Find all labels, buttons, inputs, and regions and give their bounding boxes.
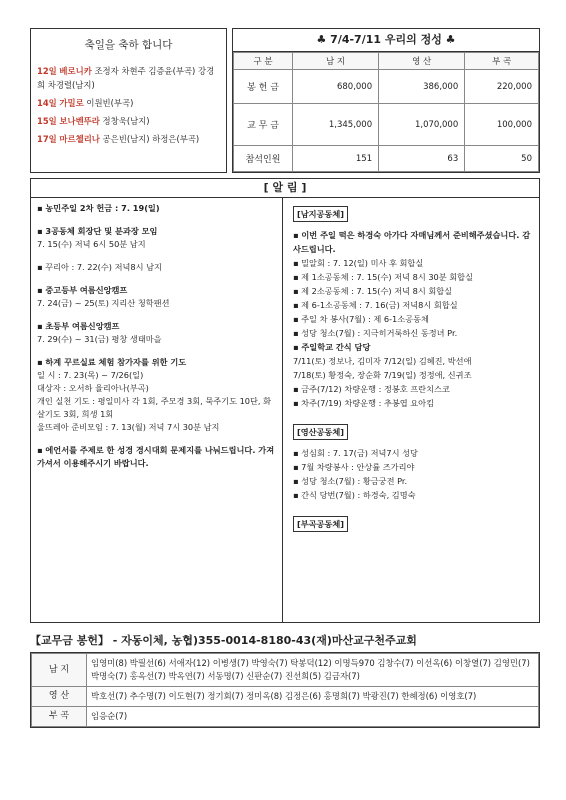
notice-item: ▪ 주일 차 봉사(7월) : 제 6-1소공동체 (293, 314, 429, 324)
notice-board (30, 178, 540, 623)
donor-table (31, 653, 539, 727)
notice-item: ▪ 차주(7/19) 차량운행 : 추봉엽 요아킴 (293, 398, 435, 408)
notice-left-column: ▪ 농민주일 2차 헌금 : 7. 19(일) ▪ 3공동체 회장단 및 분과장 모임 7. 15(수) 저녁 6시 50분 남지 ▪ 꾸리아 : 7. 22(수) 저녁8시 남지 ▪ 중고등부 여름신앙캠프 7. 24(금) ~ 25(토) 지리산 청학팬션 ▪ 초등부 여름신앙캠프 7. 29(수) ~ 31(금) 평창 생태마을 ▪ 하계 꾸르실료 체험 참가자를 위한 기도 일 시 : 7. 23(목) ~ 7/26(일) 대상자 : 오서하 율리아나(부곡) 개인 실천 기도 : 평일미사 각 1회, 주모경 3회, 묵주기도 10단, 화살기도 3회, 희생 1회 울뜨레아 준비모임 : 7. 13(월) 저녁 7시 30분 남지 ▪ 에언서를 주제로 한 성경 경시대회 문제지를 나눠드립니다. 가져가셔서 이용해주시기 바랍니다. (31, 198, 283, 622)
donor-title: 【교무금 봉헌】 - 자동이체, 농협)355-0014-8180-43(재)마산교구천주교회 (30, 634, 417, 647)
notice-item: ▪ 성당 청소(7월) : 황금궁전 Pr. (293, 476, 408, 486)
notice-item: ▪ 밀알회 : 7. 12(일) 미사 후 회합실 (293, 258, 424, 268)
offering-table (233, 52, 539, 172)
notice-item: ▪ 제 2소공동체 : 7. 15(수) 저녁 8시 회합실 (293, 286, 453, 296)
table-row: 영 산 박호선(7) 추수명(7) 이도현(7) 정기회(7) 정미옥(8) 김정은(6) 홍명희(7) 박광진(7) 한혜정(6) 이영호(7) (32, 687, 539, 707)
notice-item: ▪ 7월 차량봉사 : 안상률 즈가리야 (293, 462, 415, 472)
notice-item: ▪ 3공동체 회장단 및 분과장 모임 (37, 226, 158, 236)
feast-day-title: 축일을 축하 합니다 (84, 39, 173, 51)
feast-row: 17일 마르첼리나 공은빈(남지) 하정은(부곡) (37, 134, 200, 144)
section-label: [남지공동체] (293, 206, 348, 222)
notice-item: ▪ 중고등부 여름신앙캠프 (37, 285, 128, 295)
table-row: 부 곡 임응순(7) (32, 707, 539, 727)
feast-row: 15일 보나벤뚜라 정창욱(남지) (37, 116, 150, 126)
offering-title: ♣ 7/4-7/11 우리의 정성 ♣ (233, 29, 539, 52)
notice-heading: [ 알 림 ] (31, 179, 539, 198)
notice-item: ▪ 금주(7/12) 차량운행 : 정봉호 프란치스코 (293, 384, 450, 394)
notice-item: ▪ 에언서를 주제로 한 성경 경시대회 문제지를 나눠드립니다. 가져가셔서 이용해주시기 바랍니다. (37, 445, 275, 468)
notice-item: ▪ 초등부 여름신앙캠프 (37, 321, 120, 331)
notice-item: ▪ 성심회 : 7. 17(금) 저녁7시 성당 (293, 448, 418, 458)
table-row: 교 무 금 1,345,000 1,070,000 100,000 (234, 104, 539, 146)
notice-item: ▪ 성당 청소(7월) : 지극히거룩하신 동정녀 Pr. (293, 328, 458, 338)
section-label: [영산공동체] (293, 424, 348, 440)
notice-item: ▪ 제 6-1소공동체 : 7. 16(금) 저녁8시 회합실 (293, 300, 458, 310)
table-row: 참석인원 151 63 50 (234, 146, 539, 172)
table-row: 남 지 임영미(8) 박필선(6) 서애자(12) 이병생(7) 박영숙(7) 탁봉덕(12) 이명득970 김창수(7) 이선옥(6) 이창열(7) 김영민(7) 박명숙(7) 홍옥선(7) 박옥연(7) 서동명(7) 신판순(7) 진선희(5) 김금자(7) (32, 654, 539, 687)
table-header-row: 구 분 남 지 영 산 부 곡 (234, 53, 539, 70)
notice-item: ▪ 제 1소공동체 : 7. 15(수) 저녁 8시 30분 회합실 (293, 272, 474, 282)
table-row: 봉 헌 금 680,000 386,000 220,000 (234, 70, 539, 104)
notice-item: ▪ 이번 주일 떡은 하경숙 아가다 자매님께서 준비해주셨습니다. 감사드립니다. (293, 230, 531, 254)
notice-item: ▪ 주일학교 간식 담당 (293, 342, 371, 352)
notice-item: ▪ 하계 꾸르실료 체험 참가자를 위한 기도 (37, 357, 187, 367)
feast-day-box (30, 28, 227, 173)
donor-table-box (30, 652, 540, 728)
offering-summary (232, 28, 540, 173)
notice-right-column: [남지공동체] ▪ 이번 주일 떡은 하경숙 아가다 자매님께서 준비해주셨습니다. 감사드립니다. ▪ 밀알회 : 7. 12(일) 미사 후 회합실 ▪ 제 1소공동체 : 7. 15(수) 저녁 8시 30분 회합실 ▪ 제 2소공동체 : 7. 15(수) 저녁 8시 회합실 ▪ 제 6-1소공동체 : 7. 16(금) 저녁8시 회합실 ▪ 주일 차 봉사(7월) : 제 6-1소공동체 ▪ 성당 청소(7월) : 지극히거룩하신 동정녀 Pr. ▪ 주일학교 간식 담당 7/11(토) 정보나, 김미자 7/12(일) 김혜진, 박선애 7/18(토) 황정숙, 장순화 7/19(일) 정정애, 신귀조 ▪ 금주(7/12) 차량운행 : 정봉호 프란치스코 ▪ 차주(7/19) 차량운행 : 추봉엽 요아킴 [영산공동체] ▪ 성심회 : 7. 17(금) 저녁7시 성당 ▪ 7월 차량봉사 : 안상률 즈가리야 ▪ 성당 청소(7월) : 황금궁전 Pr. ▪ 간식 당번(7월) : 하경숙, 김명숙 [부곡공동체] (287, 198, 539, 622)
notice-item: ▪ 꾸리아 : 7. 22(수) 저녁8시 남지 (37, 262, 162, 272)
notice-item: ▪ 간식 당번(7월) : 하경숙, 김명숙 (293, 490, 416, 500)
feast-row: 12일 베로니카 조정자 차현주 김증윤(부곡) 강경희 차경렬(남지) (37, 66, 215, 90)
feast-row: 14일 가밀로 이원빈(부곡) (37, 98, 134, 108)
notice-item: ▪ 농민주일 2차 헌금 : 7. 19(일) (37, 203, 160, 213)
section-label: [부곡공동체] (293, 516, 348, 532)
